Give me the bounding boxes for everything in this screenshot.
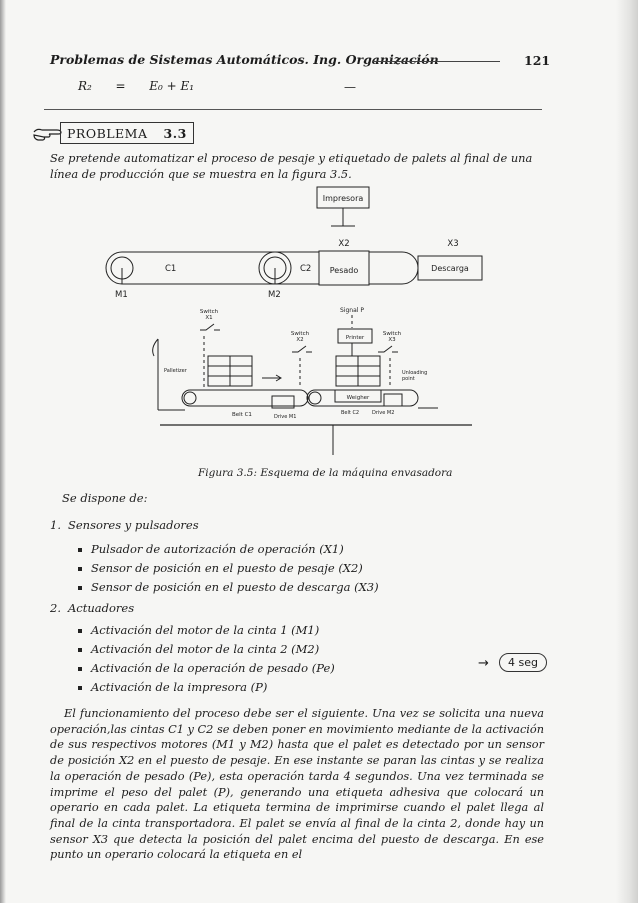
- label-switch-x1-a: Switch: [199, 309, 219, 315]
- list-item: Activación del motor de la cinta 2 (M2): [78, 642, 319, 656]
- label-pesado: Pesado: [329, 266, 359, 275]
- label-unloading-a: Unloading: [402, 370, 428, 376]
- label-drive-m2: Drive M2: [372, 410, 395, 416]
- label-switch-x2-b: X2: [296, 337, 304, 343]
- problem-label: PROBLEMA: [67, 126, 148, 141]
- label-unloading-b: point: [402, 376, 415, 382]
- dispone-heading: Se dispone de:: [62, 491, 148, 505]
- label-switch-x1-b: X1: [205, 315, 213, 321]
- list-sensores: [50, 518, 199, 532]
- label-c2: C2: [300, 264, 312, 274]
- bullet-icon: [78, 567, 82, 571]
- list-item: Sensor de posición en el puesto de descarga (X3): [78, 580, 379, 594]
- bullet-icon: [78, 629, 82, 633]
- bullet-icon: [78, 586, 82, 590]
- bullet-icon: [78, 548, 82, 552]
- list-title: Sensores y pulsadores: [68, 518, 199, 532]
- label-belt-c1: Belt C1: [232, 412, 252, 418]
- label-impresora: Impresora: [322, 194, 364, 203]
- equation-rhs: E₀ + E₁: [149, 79, 195, 93]
- belt-c1: [182, 390, 308, 406]
- running-header-title: Problemas de Sistemas Automáticos. Ing. Organización: [50, 52, 439, 67]
- label-switch-x2-a: Switch: [290, 331, 310, 337]
- label-drive-m1: Drive M1: [274, 414, 297, 420]
- list-item: Activación de la operación de pesado (Pe): [78, 661, 335, 675]
- list-title: Actuadores: [68, 601, 135, 615]
- problem-statement: Se pretende automatizar el proceso de pesaje y etiquetado de palets al final de una línea de producción que se muestra en la figura 3.5.: [50, 151, 533, 181]
- list-item: Activación de la impresora (P): [78, 680, 267, 694]
- label-descarga: Descarga: [431, 264, 469, 273]
- page-number: 121: [524, 53, 551, 68]
- list-item: Pulsador de autorización de operación (X1): [78, 542, 344, 556]
- equation-operator: =: [115, 79, 126, 93]
- label-printer: Printer: [345, 335, 365, 341]
- label-c1: C1: [165, 264, 177, 274]
- bullet-icon: [78, 648, 82, 652]
- label-belt-c2: Belt C2: [341, 410, 360, 416]
- label-signal-p: Signal P: [340, 307, 364, 314]
- label-m1: M1: [115, 290, 128, 300]
- figure-caption: Figura 3.5: Esquema de la máquina envasadora: [198, 467, 453, 479]
- label-switch-x3-a: Switch: [382, 331, 402, 337]
- equation-dash: —: [344, 80, 356, 94]
- bullet-icon: [78, 667, 82, 671]
- process-description: El funcionamiento del proceso debe ser el siguiente. Una vez se solicita una nueva operación,las cintas C1 y C2 se deben poner en movimiento mediante de la activación de sus respectivos motores (M1 y M2) hasta que el palet es detectado por un sensor de posición X2 en el puesto de pesaje. En ese instante se paran las cintas y se realiza la operación de pesado (Pe), esta operación tarda 4 segundos. Una vez terminada se imprime el peso del palet (P), generando una etiqueta adhesiva que colocará un operario en cada palet. La etiqueta termina de imprimirse cuando el palet llega al final de la cinta transportadora. El palet se envía al final de la cinta 2, donde hay un sensor X3 que detecta la posición del palet encima del puesto de descarga. En ese punto un operario colocará la etiqueta en el: [50, 707, 544, 862]
- bullet-icon: [78, 686, 82, 690]
- handwritten-note: 4 seg: [499, 653, 547, 672]
- list-number: 1.: [50, 518, 61, 532]
- annotation-arrow: →: [478, 656, 489, 671]
- equation-lhs: R₂: [78, 79, 92, 93]
- list-item: Activación del motor de la cinta 1 (M1): [78, 623, 319, 637]
- label-palletizer: Palletizer: [164, 368, 187, 374]
- label-m2: M2: [268, 290, 281, 300]
- list-item: Sensor de posición en el puesto de pesaje (X2): [78, 561, 363, 575]
- label-x2: X2: [338, 239, 350, 249]
- label-x3: X3: [447, 239, 459, 249]
- label-switch-x3-b: X3: [388, 337, 396, 343]
- label-weigher: Weigher: [346, 395, 370, 401]
- problem-number: 3.3: [163, 126, 187, 141]
- list-actuadores: [50, 601, 134, 615]
- list-number: 2.: [50, 601, 61, 615]
